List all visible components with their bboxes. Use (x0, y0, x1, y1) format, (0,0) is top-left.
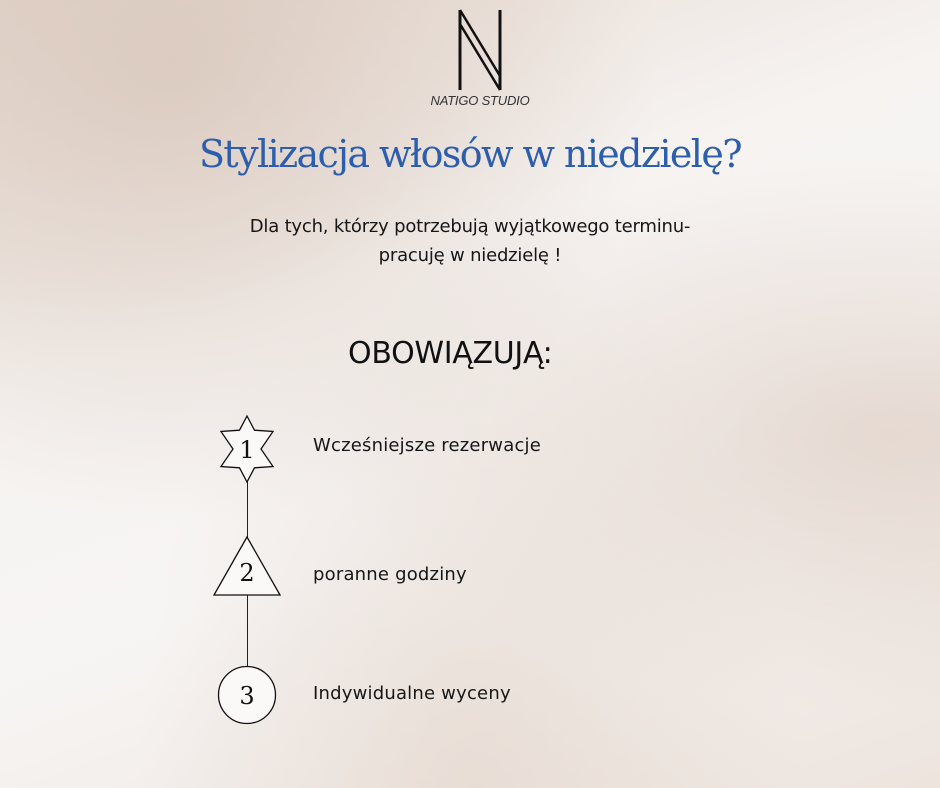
step-number: 1 (239, 436, 255, 464)
step-label: poranne godziny (313, 564, 467, 585)
circle-icon (216, 664, 278, 726)
logo-brand-text: NATIGO STUDIO (430, 93, 530, 108)
natigo-monogram-icon (450, 6, 510, 92)
triangle-icon (212, 535, 282, 597)
step-connector-line (247, 595, 248, 673)
intro-text (0, 212, 940, 270)
step-number: 2 (239, 559, 255, 587)
step-label: Indywidualne wyceny (313, 683, 511, 704)
intro-line-1: Dla tych, którzy potrzebują wyjątkowego terminu- (249, 216, 691, 237)
step-label: Wcześniejsze rezerwacje (313, 435, 542, 456)
rules-heading: OBOWIĄZUJĄ: (348, 336, 553, 371)
star-icon (216, 414, 278, 484)
page-title: Stylizacja włosów w niedzielę? (199, 132, 741, 176)
step-connector-line (247, 478, 248, 538)
brand-logo (420, 6, 540, 108)
intro-line-2: pracuję w niedzielę ! (378, 245, 562, 266)
step-number: 3 (239, 682, 255, 710)
